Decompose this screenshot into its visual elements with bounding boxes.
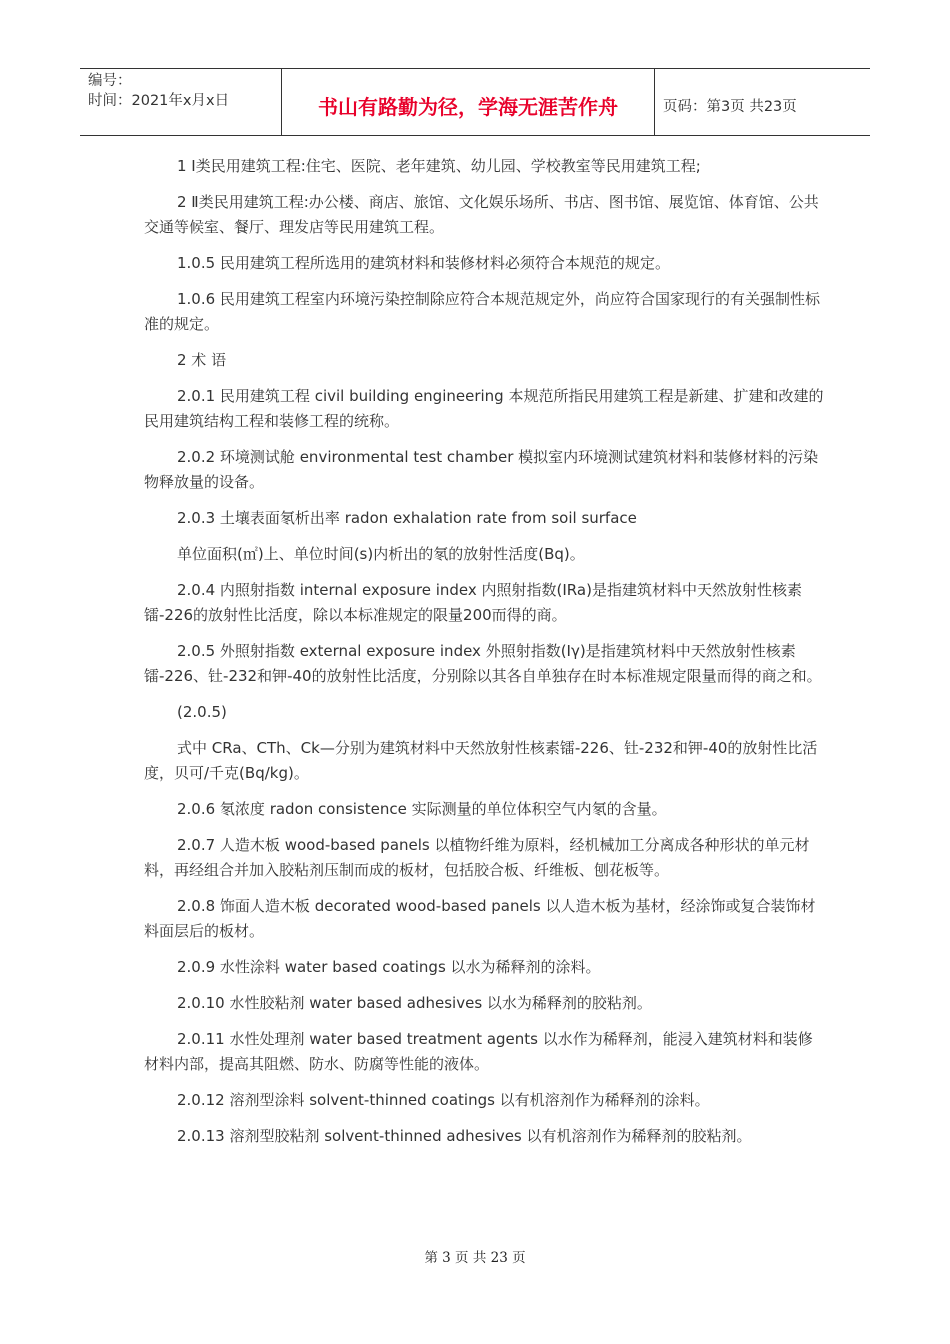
paragraph: 1.0.6 民用建筑工程室内环境污染控制除应符合本规范规定外，尚应符合国家现行的有关强制性标准的规定。 — [144, 290, 820, 333]
section-heading: 2 术 语 — [177, 351, 227, 369]
paragraph: 单位面积(㎡)上、单位时间(s)内析出的氡的放射性活度(Bq)。 — [177, 545, 585, 563]
document-body — [144, 154, 824, 1160]
footer-page-number: 第 3 页 共 23 页 — [424, 1250, 526, 1266]
paragraph: 2.0.9 水性涂料 water based coatings 以水为稀释剂的涂料。 — [177, 958, 601, 976]
paragraph: 2.0.13 溶剂型胶粘剂 solvent-thinned adhesives 以有机溶剂作为稀释剂的胶粘剂。 — [177, 1127, 752, 1145]
paragraph: 2.0.8 饰面人造木板 decorated wood-based panels 以人造木板为基材，经涂饰或复合装饰材料面层后的板材。 — [144, 897, 816, 940]
paragraph: 2.0.7 人造木板 wood-based panels 以植物纤维为原料，经机械加工分离成各种形状的单元材料，再经组合并加入胶粘剂压制而成的板材，包括胶合板、纤维板、刨花板等。 — [144, 836, 810, 879]
header-motto: 书山有路勤为径，学海无涯苦作舟 — [318, 94, 618, 119]
paragraph: 式中 CRa、CTh、Ck—分别为建筑材料中天然放射性核素镭-226、钍-232和钾-40的放射性比活度，贝可/千克(Bq/kg)。 — [144, 739, 818, 782]
paragraph: 2.0.2 环境测试舱 environmental test chamber 模拟室内环境测试建筑材料和装修材料的污染物释放量的设备。 — [144, 448, 819, 491]
paragraph: 2.0.4 内照射指数 internal exposure index 内照射指数(IRa)是指建筑材料中天然放射性核素镭-226的放射性比活度，除以本标准规定的限量200而得的商。 — [144, 581, 802, 624]
document-date-label: 时间：2021年x月x日 — [88, 93, 230, 109]
paragraph: 2 Ⅱ类民用建筑工程:办公楼、商店、旅馆、文化娱乐场所、书店、图书馆、展览馆、体育馆、公共交通等候室、餐厅、理发店等民用建筑工程。 — [144, 193, 819, 236]
header-motto-cell — [282, 69, 655, 135]
header-page-number: 页码：第3页 共23页 — [663, 98, 797, 115]
paragraph: 1 Ⅰ类民用建筑工程:住宅、医院、老年建筑、幼儿园、学校教室等民用建筑工程; — [177, 157, 701, 175]
paragraph: 2.0.3 土壤表面氡析出率 radon exhalation rate from soil surface — [177, 509, 637, 527]
paragraph: 2.0.10 水性胶粘剂 water based adhesives 以水为稀释剂的胶粘剂。 — [177, 994, 652, 1012]
paragraph: 1.0.5 民用建筑工程所选用的建筑材料和装修材料必须符合本规范的规定。 — [177, 254, 670, 272]
page-footer — [0, 1246, 950, 1266]
header-meta-cell — [80, 69, 282, 135]
paragraph: 2.0.12 溶剂型涂料 solvent-thinned coatings 以有机溶剂作为稀释剂的涂料。 — [177, 1091, 710, 1109]
paragraph: 2.0.6 氡浓度 radon consistence 实际测量的单位体积空气内氡的含量。 — [177, 800, 667, 818]
paragraph: 2.0.1 民用建筑工程 civil building engineering 本规范所指民用建筑工程是新建、扩建和改建的民用建筑结构工程和装修工程的统称。 — [144, 387, 824, 430]
header-page-cell — [655, 69, 870, 135]
page-header — [80, 68, 870, 136]
paragraph: 2.0.5 外照射指数 external exposure index 外照射指数(Iγ)是指建筑材料中天然放射性核素镭-226、钍-232和钾-40的放射性比活度，分别除以其各自单独存在时本标准规定限量而得的商之和。 — [144, 642, 822, 685]
document-number-label: 编号： — [88, 73, 132, 89]
paragraph: 2.0.11 水性处理剂 water based treatment agents 以水作为稀释剂，能浸入建筑材料和装修材料内部，提高其阻燃、防水、防腐等性能的液体。 — [144, 1030, 813, 1073]
equation-number: (2.0.5) — [177, 703, 227, 721]
